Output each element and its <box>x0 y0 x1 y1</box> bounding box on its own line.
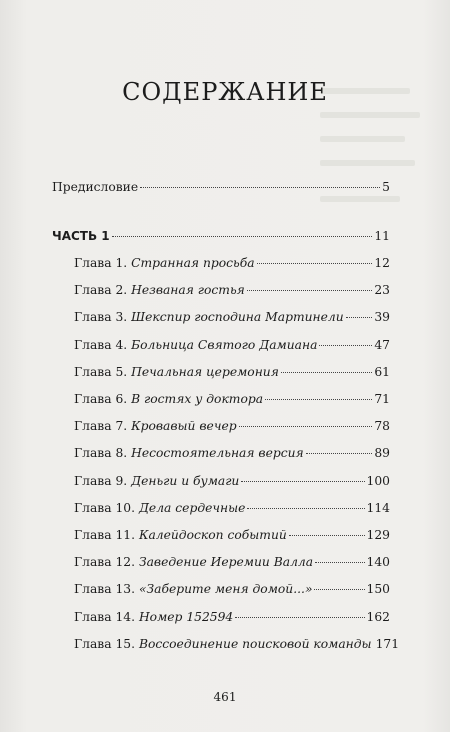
chapter-title: В гостях у доктора <box>131 392 264 406</box>
dot-leader <box>241 481 364 482</box>
chapter-number: Глава 3. <box>74 310 128 325</box>
entry-title <box>74 310 344 324</box>
chapter-number: Глава 7. <box>74 419 128 434</box>
chapter-number: Глава 13. <box>74 582 136 597</box>
chapter-number: Глава 8. <box>74 446 128 461</box>
chapter-number: Глава 1. <box>74 256 128 270</box>
entry-page: 150 <box>366 582 390 597</box>
entry-title <box>74 528 287 542</box>
chapter-title: Шекспир господина Мартинели <box>131 310 344 325</box>
toc-entry-chapter <box>74 501 390 515</box>
toc-entry-chapter <box>74 392 390 406</box>
bleed-through-mark <box>320 160 415 166</box>
dot-leader <box>235 617 364 618</box>
entry-page: 11 <box>374 229 390 243</box>
entry-title <box>74 446 304 460</box>
entry-page: 100 <box>366 473 390 488</box>
chapter-number: Глава 14. <box>74 609 136 624</box>
chapter-title: Кровавый вечер <box>131 419 237 434</box>
entry-title <box>74 637 372 651</box>
entry-title: Предисловие <box>52 180 139 194</box>
toc-entry-chapter <box>74 338 390 352</box>
entry-title: ЧАСТЬ 1 <box>52 229 110 243</box>
chapter-title: Больница Святого Дамиана <box>131 337 318 352</box>
toc-entry-chapter <box>74 419 390 433</box>
entry-page: 140 <box>366 555 390 570</box>
dot-leader <box>289 535 365 536</box>
entry-title <box>74 338 317 352</box>
dot-leader <box>315 562 364 563</box>
dot-leader <box>306 453 373 454</box>
entry-page: 61 <box>374 364 390 379</box>
toc-entry-chapter <box>74 256 390 270</box>
entry-page: 171 <box>375 636 400 651</box>
chapter-number: Глава 15. <box>74 636 136 651</box>
chapter-number: Глава 2. <box>74 283 128 298</box>
dot-leader <box>239 426 373 427</box>
dot-leader <box>247 290 373 291</box>
chapter-title: Незваная гостья <box>131 283 245 298</box>
entry-title <box>74 283 245 297</box>
chapter-number: Глава 5. <box>74 364 128 379</box>
toc-entry-chapter <box>74 310 390 324</box>
entry-page: 39 <box>374 310 390 325</box>
entry-title <box>74 474 239 488</box>
bleed-through-mark <box>320 136 405 142</box>
entry-title <box>74 555 313 569</box>
toc-entry-chapter <box>74 636 400 651</box>
toc-entry-chapter <box>74 528 390 542</box>
entry-page: 78 <box>374 419 390 434</box>
chapter-title: Дела сердечные <box>138 500 246 515</box>
chapter-number: Глава 9. <box>74 473 128 488</box>
dot-leader <box>346 317 373 318</box>
entry-page: 162 <box>366 609 390 624</box>
toc-entry-chapter <box>74 365 390 379</box>
entry-title <box>74 392 263 406</box>
toc-entry-chapter <box>74 610 390 624</box>
entry-page: 12 <box>374 256 390 270</box>
chapter-title: Воссоединение поисковой команды <box>138 636 372 651</box>
entry-title <box>74 256 255 270</box>
chapter-title: «Заберите меня домой...» <box>138 582 313 597</box>
entry-page: 114 <box>366 500 390 515</box>
toc-entry-chapter <box>74 555 390 569</box>
dot-leader <box>257 263 373 264</box>
chapter-number: Глава 6. <box>74 392 128 406</box>
dot-leader <box>281 372 372 373</box>
dot-leader <box>247 508 364 509</box>
chapter-number: Глава 10. <box>74 500 136 515</box>
entry-title <box>74 501 245 515</box>
chapter-title: Заведение Иеремии Валла <box>138 555 314 570</box>
dot-leader <box>314 589 364 590</box>
chapter-title: Несостоятельная версия <box>131 446 304 461</box>
dot-leader <box>319 345 372 346</box>
chapter-number: Глава 11. <box>74 528 136 542</box>
bleed-through-mark <box>320 112 420 118</box>
entry-title <box>74 582 312 596</box>
entry-page: 5 <box>382 180 390 194</box>
dot-leader <box>140 187 380 188</box>
chapter-title: Странная просьба <box>131 256 255 270</box>
entry-page: 47 <box>374 337 390 352</box>
toc-entry-chapter <box>74 283 390 297</box>
entry-page: 89 <box>374 446 390 461</box>
chapter-title: Номер 152594 <box>138 609 234 624</box>
chapter-title: Деньги и бумаги <box>131 473 240 488</box>
entry-page: 23 <box>374 283 390 298</box>
chapter-title: Калейдоскоп событий <box>138 528 287 542</box>
toc-entry-chapter <box>74 446 390 460</box>
chapter-number: Глава 4. <box>74 337 128 352</box>
toc-entry-chapter <box>74 582 390 596</box>
dot-leader <box>265 399 372 400</box>
chapter-title: Печальная церемония <box>131 364 279 379</box>
page-number: 461 <box>213 690 237 704</box>
entry-page: 129 <box>366 528 390 542</box>
chapter-number: Глава 12. <box>74 555 136 570</box>
page-title: СОДЕРЖАНИЕ <box>122 78 328 106</box>
toc-entry-preface <box>52 180 390 194</box>
bleed-through-mark <box>320 196 400 202</box>
entry-title <box>74 365 279 379</box>
entry-title <box>74 419 237 433</box>
toc-entry-chapter <box>74 474 390 488</box>
dot-leader <box>112 236 373 237</box>
entry-page: 71 <box>374 392 390 406</box>
toc-entry-part-1 <box>52 229 390 243</box>
entry-title <box>74 610 233 624</box>
